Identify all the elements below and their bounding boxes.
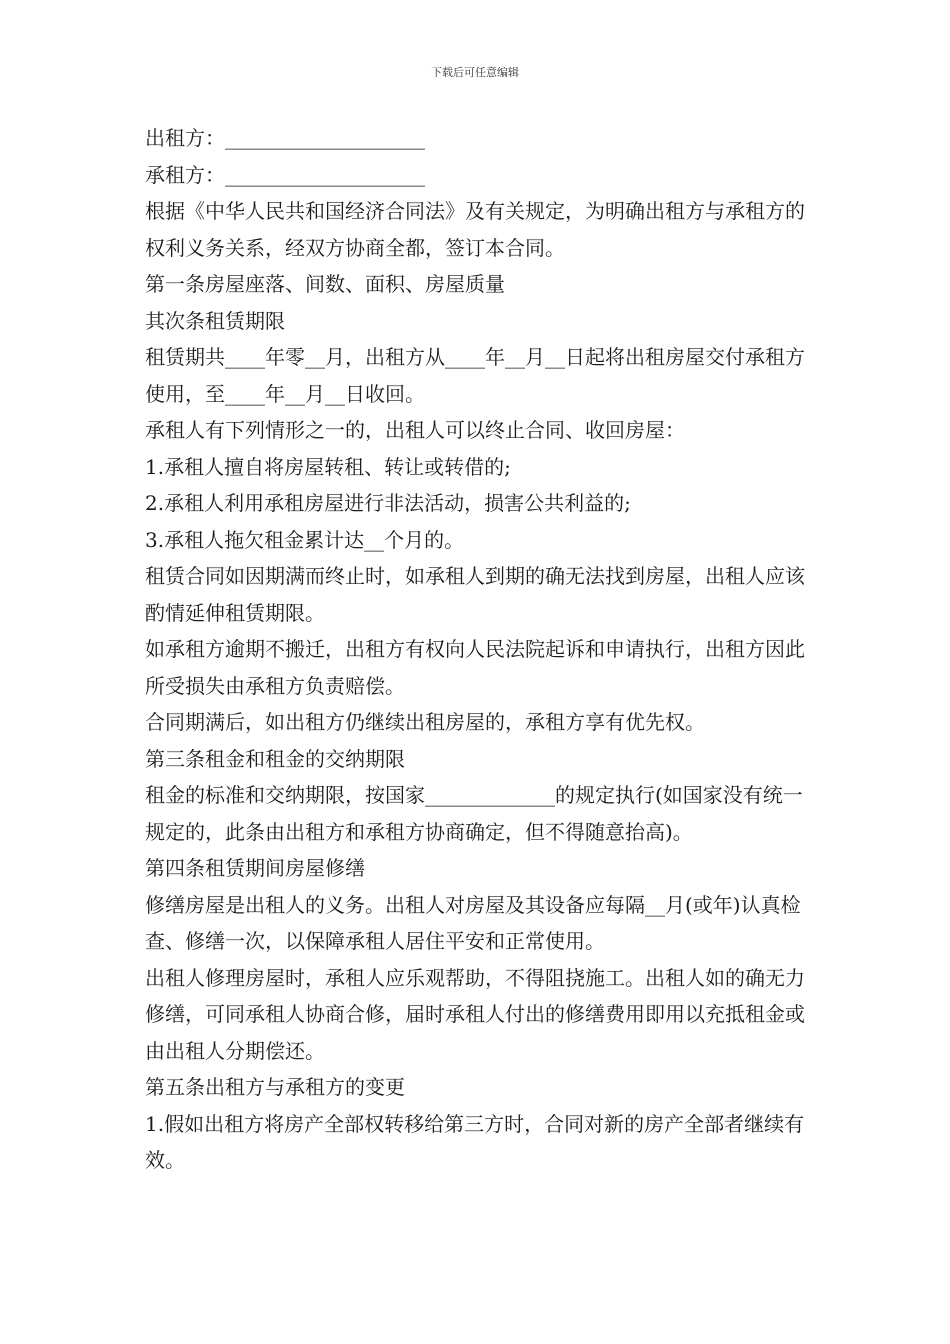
overdue-paragraph: 如承租方逾期不搬迁，出租方有权向人民法院起诉和申请执行，出租方因此所受损失由承租方负责赔偿。: [145, 637, 805, 698]
priority-paragraph: 合同期满后，如出租方仍继续出租房屋的，承租方享有优先权。: [145, 710, 705, 734]
article-heading: 第四条租赁期间房屋修缮: [145, 856, 365, 880]
list-item: 3.承租人拖欠租金累计达__个月的。: [145, 527, 465, 552]
expiry-paragraph: 租赁合同如因期满而终止时，如承租人到期的确无法找到房屋，出租人应该酌情延伸租赁期限。: [145, 564, 805, 625]
article-heading: 第三条租金和租金的交纳期限: [145, 746, 405, 771]
list-item: 1.承租人擅自将房屋转租、转让或转借的;: [145, 454, 511, 479]
document-body: [145, 120, 810, 1179]
list-item: 1.假如出租方将房产全部权转移给第三方时，合同对新的房产全部者继续有效。: [145, 1111, 805, 1172]
repair-duty-paragraph: 修缮房屋是出租人的义务。出租人对房屋及其设备应每隔__月(或年)认真检查、修缮一次，以保障承租人居住平安和正常使用。: [145, 892, 801, 953]
article-heading: 第一条房屋座落、间数、面积、房屋质量: [145, 272, 505, 296]
rent-standard-paragraph: 租金的标准和交纳期限，按国家_____________的规定执行(如国家没有统一规定的，此条由出租方和承租方协商确定，但不得随意抬高)。: [145, 783, 803, 844]
page-header: 下载后可任意编辑: [431, 66, 519, 79]
repair-cooperation-paragraph: 出租人修理房屋时，承租人应乐观帮助，不得阻挠施工。出租人如的确无力修缮，可同承租人协商合修，届时承租人付出的修缮费用即用以充抵租金或由出租人分期偿还。: [145, 965, 805, 1063]
list-item: 2.承租人利用承租房屋进行非法活动，损害公共利益的;: [145, 491, 631, 515]
termination-intro-paragraph: 承租人有下列情形之一的，出租人可以终止合同、收回房屋：: [145, 418, 685, 442]
lease-term-paragraph: 租赁期共____年零__月，出租方从____年__月__日起将出租房屋交付承租方使用，至____年__月__日收回。: [145, 345, 805, 406]
article-heading: 其次条租赁期限: [145, 308, 285, 333]
article-heading: 第五条出租方与承租方的变更: [145, 1075, 405, 1099]
lessor-line: 出租方：____________________: [145, 126, 425, 150]
lessee-line: 承租方：____________________: [145, 162, 425, 187]
preamble-paragraph: 根据《中华人民共和国经济合同法》及有关规定，为明确出租方与承租方的权利义务关系，经双方协商全都，签订本合同。: [145, 199, 805, 260]
